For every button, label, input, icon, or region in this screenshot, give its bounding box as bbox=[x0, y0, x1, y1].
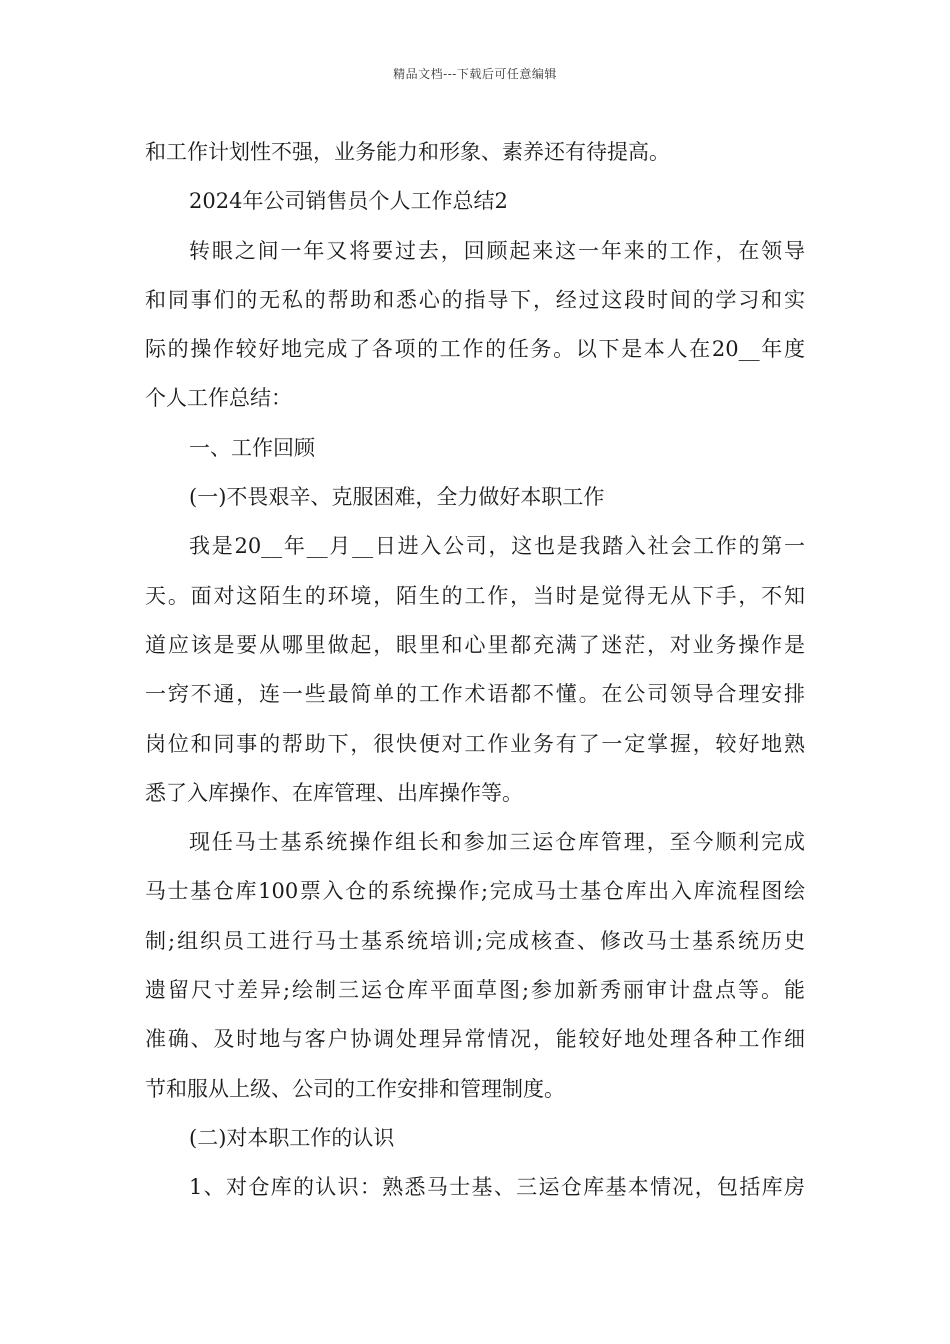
text-line: 马士基仓库100票入仓的系统操作;完成马士基仓库出入库流程图绘 bbox=[145, 879, 805, 904]
text-line: 和同事们的无私的帮助和悉心的指导下，经过这段时间的学习和实 bbox=[145, 287, 805, 312]
text-line: 现任马士基系统操作组长和参加三运仓库管理，至今顺利完成 bbox=[189, 830, 805, 855]
text-line: 和工作计划性不强，业务能力和形象、素养还有待提高。 bbox=[145, 140, 670, 164]
text-line: 节和服从上级、公司的工作安排和管理制度。 bbox=[145, 1076, 565, 1101]
text-line: 个人工作总结： bbox=[145, 386, 292, 411]
text-line: 岗位和同事的帮助下，很快便对工作业务有了一定掌握，较好地熟 bbox=[145, 731, 805, 756]
text-line: 制;组织员工进行马士基系统培训;完成核查、修改马士基系统历史 bbox=[145, 928, 805, 953]
text-line: 一窍不通，连一些最简单的工作术语都不懂。在公司领导合理安排 bbox=[145, 682, 805, 707]
text-line: 我是20__年__月__日进入公司，这也是我踏入社会工作的第一 bbox=[189, 534, 805, 559]
text-line: 1、对仓库的认识：熟悉马士基、三运仓库基本情况，包括库房 bbox=[189, 1175, 805, 1200]
text-line: (一)不畏艰辛、克服困难，全力做好本职工作 bbox=[189, 485, 605, 510]
text-line: 道应该是要从哪里做起，眼里和心里都充满了迷茫，对业务操作是 bbox=[145, 632, 805, 657]
text-line: 转眼之间一年又将要过去，回顾起来这一年来的工作，在领导 bbox=[189, 238, 805, 263]
text-line: 2024年公司销售员个人工作总结2 bbox=[189, 189, 508, 214]
text-line: 准确、及时地与客户协调处理异常情况，能较好地处理各种工作细 bbox=[145, 1027, 805, 1052]
text-line: 悉了入库操作、在库管理、出库操作等。 bbox=[145, 780, 523, 805]
text-line: 一、工作回顾 bbox=[189, 435, 315, 460]
document-body bbox=[145, 128, 805, 1213]
text-line: (二)对本职工作的认识 bbox=[189, 1125, 395, 1150]
text-line: 天。面对这陌生的环境，陌生的工作，当时是觉得无从下手，不知 bbox=[145, 583, 805, 608]
page-header: 精品文档---下载后可任意编辑 bbox=[393, 67, 557, 81]
text-line: 遗留尺寸差异;绘制三运仓库平面草图;参加新秀丽审计盘点等。能 bbox=[145, 978, 805, 1003]
text-line: 际的操作较好地完成了各项的工作的任务。以下是本人在20__年度 bbox=[145, 337, 805, 362]
